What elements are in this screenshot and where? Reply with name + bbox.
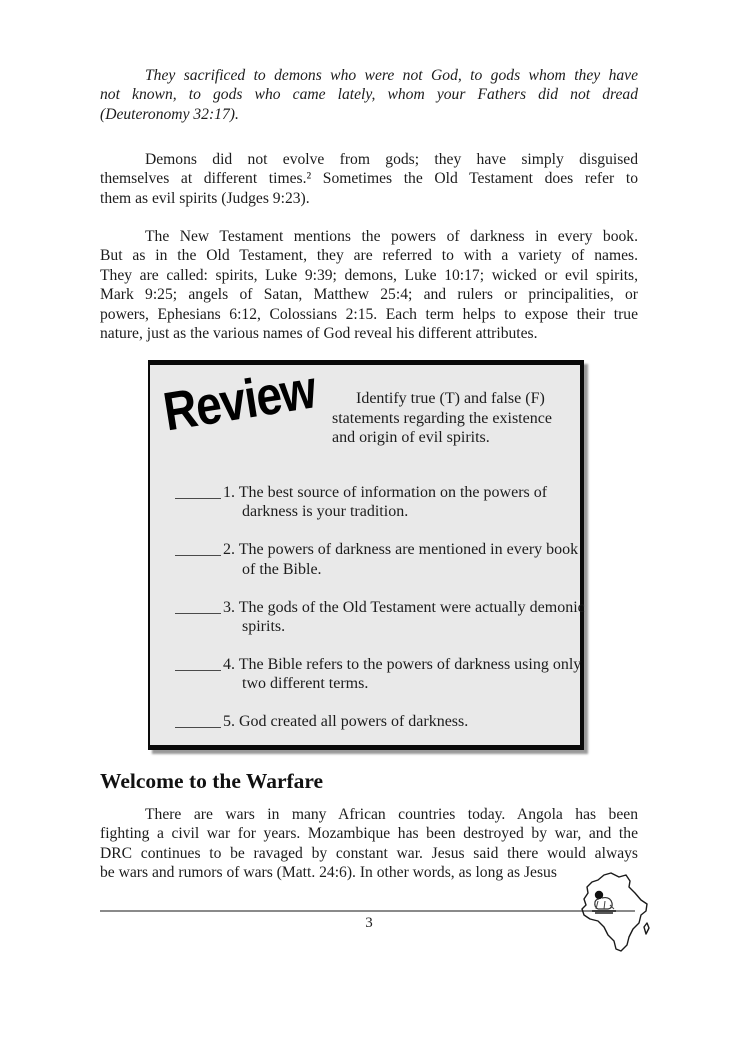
new-testament-paragraph xyxy=(100,227,638,343)
answer-blank xyxy=(175,540,221,556)
text-line: They are called: spirits, Luke 9:39; demons, Luke 10:17; wicked or evil spirits, xyxy=(100,266,638,284)
text-line: Identify true (T) and false (F) xyxy=(356,390,545,407)
africa-outline xyxy=(582,873,649,951)
review-item xyxy=(175,483,594,522)
text-line: be wars and rumors of wars (Matt. 24:6). In other words, as long as Jesus xyxy=(100,864,557,882)
quote-paragraph xyxy=(100,66,638,124)
answer-blank xyxy=(175,655,221,671)
review-item-text: 2. The powers of darkness are mentioned in every book of the Bible. xyxy=(223,541,579,578)
review-instructions xyxy=(332,389,574,448)
text-line: powers, Ephesians 6:12, Colossians 2:15. Each term helps to expose their true xyxy=(100,305,638,323)
review-item-text: 3. The gods of the Old Testament were actually demonic spirits. xyxy=(223,598,585,636)
section-heading: Welcome to the Warfare xyxy=(100,769,324,793)
warfare-paragraph xyxy=(100,805,638,883)
africa-logo xyxy=(574,871,654,955)
text-line: fighting a civil war for years. Mozambique has been destroyed by war, and the xyxy=(100,825,638,843)
text-line: them as evil spirits (Judges 9:23). xyxy=(100,189,310,207)
demons-paragraph xyxy=(100,150,638,208)
review-item-text: 1. The best source of information on the powers of darkness is your tradition. xyxy=(223,484,548,521)
text-line: Mark 9:25; angels of Satan, Matthew 25:4; and rulers or principalities, or xyxy=(100,286,638,304)
review-item xyxy=(175,655,594,694)
text-line: not known, to gods who came lately, whom your Fathers did not dread xyxy=(100,86,638,104)
review-item-text: 4. The Bible refers to the powers of darkness using only two different terms. xyxy=(223,655,582,693)
text-line: statements regarding the existence xyxy=(332,409,552,427)
text-line: (Deuteronomy 32:17). xyxy=(100,105,239,123)
text-line: They sacrificed to demons who were not God, to gods whom they have xyxy=(145,67,638,84)
text-line: The New Testament mentions the powers of darkness in every book. xyxy=(145,228,638,245)
review-heading: Review xyxy=(159,357,320,443)
text-line: But as in the Old Testament, they are referred to with a variety of names. xyxy=(100,247,638,265)
kneeling-figure-icon xyxy=(592,891,616,913)
review-box xyxy=(148,357,585,750)
answer-blank xyxy=(175,483,221,499)
review-item xyxy=(175,712,594,731)
footer-rule xyxy=(100,910,635,912)
text-line: nature, just as the various names of God reveal his different attributes. xyxy=(100,325,538,343)
text-line: Demons did not evolve from gods; they have simply disguised xyxy=(145,151,638,168)
answer-blank xyxy=(175,598,221,614)
text-line: themselves at different times.² Sometimes the Old Testament does refer to xyxy=(100,170,638,188)
review-item-text: 5. God created all powers of darkness. xyxy=(223,713,469,731)
answer-blank xyxy=(175,712,221,728)
review-item-list xyxy=(175,483,594,750)
text-line: DRC continues to be ravaged by constant war. Jesus said there would always xyxy=(100,844,638,862)
page-number: 3 xyxy=(365,915,373,931)
review-item xyxy=(175,598,594,637)
text-line: There are wars in many African countries today. Angola has been xyxy=(145,806,638,823)
review-item xyxy=(175,540,594,579)
text-line: and origin of evil spirits. xyxy=(332,429,490,447)
